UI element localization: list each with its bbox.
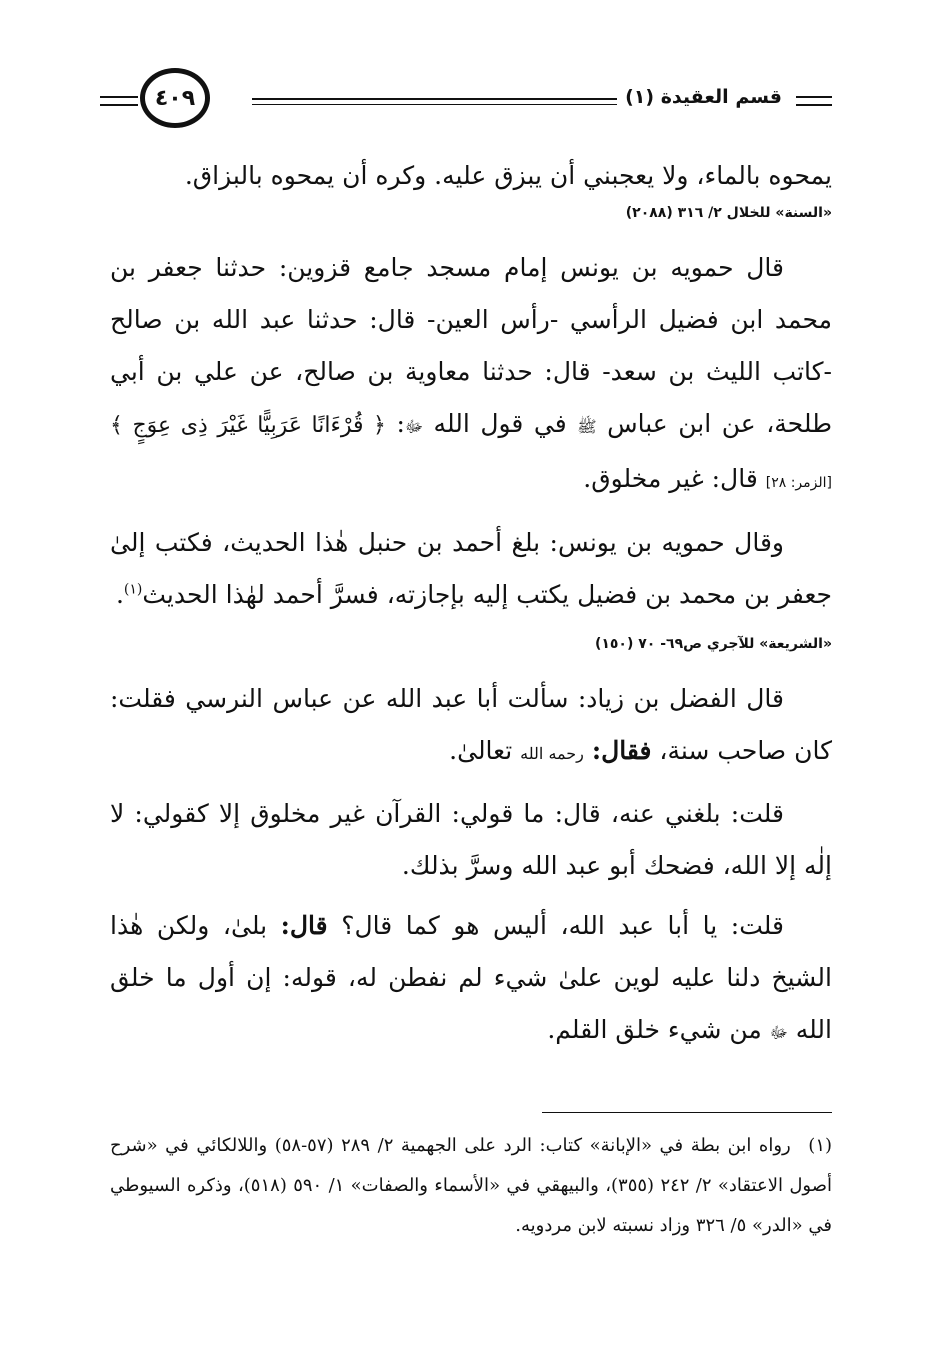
main-text: [110, 150, 832, 1059]
honorific-glyph-3: رحمه الله: [520, 744, 584, 763]
source-reference-1: «السنة» للخلال ٢/ ٣١٦ (٢٠٨٨): [625, 205, 832, 221]
header-rule-left: [100, 96, 138, 106]
source-reference-2: «الشريعة» للآجري ص٦٩- ٧٠ (١٥٠): [594, 636, 832, 652]
paragraph-2-text-b: في قول الله: [433, 409, 567, 438]
spacer: [110, 780, 832, 788]
paragraph-3: [110, 517, 832, 621]
paragraph-6-text-b: بلىٰ، ولكن هٰذا الشيخ دلنا عليه لوين علىٰ شيء لم نفطن له، قوله: إن أول ما خلق الله: [110, 911, 832, 1044]
paragraph-3-end: .: [115, 580, 124, 609]
page-header: [100, 68, 832, 128]
paragraph-3-text: وقال حمويه بن يونس: بلغ أحمد بن حنبل هٰذا الحديث، فكتب إلىٰ جعفر بن محمد بن فضيل يكتب إليه بإجازته، فسرَّ أحمد لهٰذا الحديث: [110, 528, 832, 609]
footnote-divider: [542, 1112, 832, 1113]
honorific-glyph-4: ﷻ: [769, 1023, 788, 1042]
paragraph-5: قلت: بلغني عنه، قال: ما قولي: القرآن غير مخلوق إلا كقولي: لا إلٰه إلا الله، فضحك أبو عبد الله وسرَّ بذلك.: [110, 799, 832, 880]
page-number-text: ٤٠٩: [154, 85, 196, 111]
footnote-number: (١): [808, 1135, 833, 1156]
paragraph-1: يمحوه بالماء، ولا يعجبني أن يبزق عليه. وكره أن يمحوه بالبزاق.: [184, 161, 832, 190]
paragraph-6-text-a: قلت: يا أبا عبد الله، أليس هو كما قال؟: [341, 911, 784, 940]
page-number: [140, 68, 210, 128]
paragraph-2: [110, 242, 832, 509]
paragraph-2-text-a: قال حمويه بن يونس إمام مسجد جامع قزوين: حدثنا جعفر بن محمد ابن فضيل الرأسي -رأس العين- قال: حدثنا عبد الله بن صالح -كاتب الليث بن سعد- قال: حدثنا معاوية بن صالح، عن علي بن أبي طلحة، عن ابن عباس: [110, 253, 832, 438]
quran-reference: [الزمر: ٢٨]: [765, 475, 832, 491]
quran-verse: ﴿ قُرْءَانًا عَرَبِيًّا غَيْرَ ذِى عِوَجٍ ﴾: [110, 413, 386, 438]
paragraph-2-text-d: قال: غير مخلوق.: [583, 464, 758, 493]
footnote-1: [110, 1126, 832, 1246]
section-title: قسم العقيدة (١): [617, 86, 790, 108]
spacer: [110, 509, 832, 517]
paragraph-2-colon: :: [396, 409, 405, 438]
spacer: [110, 892, 832, 900]
paragraph-4-bold: فقال:: [591, 736, 652, 765]
paragraph-6-bold: قال:: [280, 911, 328, 940]
footnotes: [110, 1126, 832, 1246]
paragraph-4-text-a: قال الفضل بن زياد: سألت أبا عبد الله عن عباس النرسي فقلت: كان صاحب سنة،: [110, 684, 832, 765]
paragraph-4: [110, 673, 832, 780]
honorific-glyph-1: ﷺ: [577, 417, 597, 436]
header-rule-right: [796, 96, 832, 106]
footnote-marker: (١): [123, 581, 143, 598]
paragraph-4-text-b: تعالىٰ.: [449, 736, 513, 765]
footnote-text: رواه ابن بطة في «الإبانة» كتاب: الرد على الجهمية ٢/ ٢٨٩ (٥٧-٥٨) واللالكائي في «شرح أصول الاعتقاد» ٢/ ٢٤٢ (٣٥٥)، والبيهقي في «الأسماء والصفات» ١/ ٥٩٠ (٥١٨)، وذكره السيوطي في «الدر» ٥/ ٣٢٦ وزاد نسبته لابن مردويه.: [110, 1135, 832, 1236]
honorific-glyph-2: ﷻ: [404, 417, 423, 436]
paragraph-6: [110, 900, 832, 1059]
paragraph-6-text-c: من شيء خلق القلم.: [547, 1015, 762, 1044]
